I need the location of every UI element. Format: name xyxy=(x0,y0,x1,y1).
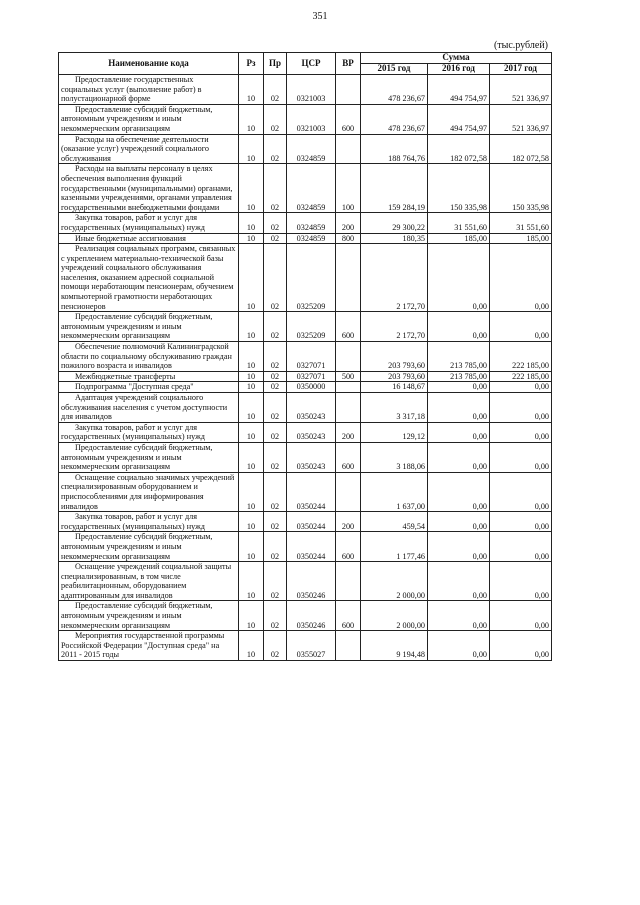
row-value-2015: 478 236,67 xyxy=(361,75,428,105)
row-pr: 02 xyxy=(264,371,287,382)
row-vr xyxy=(336,75,361,105)
row-csr: 0321003 xyxy=(287,104,336,134)
row-vr: 500 xyxy=(336,371,361,382)
row-value-2015: 1 637,00 xyxy=(361,472,428,511)
table-row xyxy=(59,631,552,661)
row-name: Обеспечение полномочий Калининградской области по социальному обслуживанию граждан пожилого возраста и инвалидов xyxy=(59,342,239,372)
row-vr: 600 xyxy=(336,601,361,631)
row-pr: 02 xyxy=(264,631,287,661)
row-value-2015: 29 300,22 xyxy=(361,213,428,233)
table-row xyxy=(59,442,552,472)
row-value-2017: 0,00 xyxy=(490,532,552,562)
header-csr: ЦСР xyxy=(287,53,336,75)
row-pr: 02 xyxy=(264,382,287,393)
row-rz: 10 xyxy=(239,562,264,601)
row-value-2016: 150 335,98 xyxy=(428,164,490,213)
row-vr: 800 xyxy=(336,233,361,244)
row-value-2016: 31 551,60 xyxy=(428,213,490,233)
row-value-2017: 0,00 xyxy=(490,631,552,661)
row-vr xyxy=(336,134,361,164)
row-name: Реализация социальных программ, связанных с укреплением материально-технической базы учреждений социального обслуживания населения, оказанием адресной социальной помощи неработающим пенсионерам, обучением компьютерной грамотности неработающих пенсионеров xyxy=(59,244,239,312)
header-name: Наименование кода xyxy=(59,53,239,75)
row-name: Подпрограмма "Доступная среда" xyxy=(59,382,239,393)
row-csr: 0350000 xyxy=(287,382,336,393)
row-pr: 02 xyxy=(264,75,287,105)
row-vr: 600 xyxy=(336,312,361,342)
row-value-2015: 9 194,48 xyxy=(361,631,428,661)
row-vr xyxy=(336,472,361,511)
row-vr: 600 xyxy=(336,532,361,562)
row-value-2016: 182 072,58 xyxy=(428,134,490,164)
row-value-2017: 0,00 xyxy=(490,472,552,511)
row-csr: 0350246 xyxy=(287,601,336,631)
row-name: Закупка товаров, работ и услуг для государственных (муниципальных) нужд xyxy=(59,213,239,233)
row-rz: 10 xyxy=(239,601,264,631)
row-pr: 02 xyxy=(264,134,287,164)
row-pr: 02 xyxy=(264,601,287,631)
row-vr: 200 xyxy=(336,422,361,442)
row-value-2015: 459,54 xyxy=(361,512,428,532)
row-pr: 02 xyxy=(264,393,287,423)
row-value-2016: 0,00 xyxy=(428,382,490,393)
row-value-2017: 0,00 xyxy=(490,244,552,312)
table-row xyxy=(59,382,552,393)
table-row xyxy=(59,233,552,244)
header-rz: Рз xyxy=(239,53,264,75)
row-csr: 0325209 xyxy=(287,312,336,342)
row-csr: 0324859 xyxy=(287,164,336,213)
row-value-2017: 222 185,00 xyxy=(490,371,552,382)
table-row xyxy=(59,244,552,312)
row-pr: 02 xyxy=(264,312,287,342)
header-year-2015: 2015 год xyxy=(361,64,428,75)
header-pr: Пр xyxy=(264,53,287,75)
row-value-2016: 0,00 xyxy=(428,393,490,423)
row-value-2016: 0,00 xyxy=(428,422,490,442)
row-value-2016: 0,00 xyxy=(428,312,490,342)
row-value-2016: 0,00 xyxy=(428,562,490,601)
row-value-2015: 188 764,76 xyxy=(361,134,428,164)
row-csr: 0327071 xyxy=(287,371,336,382)
budget-table xyxy=(58,52,552,661)
row-name: Предоставление субсидий бюджетным, автономным учреждениям и иным некоммерческим организациям xyxy=(59,104,239,134)
row-csr: 0324859 xyxy=(287,233,336,244)
units-label: (тыс.рублей) xyxy=(493,40,548,51)
row-pr: 02 xyxy=(264,562,287,601)
table-row xyxy=(59,342,552,372)
row-csr: 0350243 xyxy=(287,422,336,442)
row-vr: 600 xyxy=(336,104,361,134)
row-csr: 0324859 xyxy=(287,213,336,233)
row-value-2015: 2 000,00 xyxy=(361,601,428,631)
row-name: Оснащение учреждений социальной защиты специализированным, в том числе реабилитационным, оборудованием адаптированным для инвалидов xyxy=(59,562,239,601)
table-row xyxy=(59,393,552,423)
table-row xyxy=(59,422,552,442)
row-vr xyxy=(336,342,361,372)
row-value-2015: 2 172,70 xyxy=(361,244,428,312)
row-vr: 200 xyxy=(336,512,361,532)
row-vr xyxy=(336,393,361,423)
row-value-2017: 0,00 xyxy=(490,601,552,631)
table-row xyxy=(59,562,552,601)
row-value-2016: 0,00 xyxy=(428,601,490,631)
row-value-2017: 0,00 xyxy=(490,312,552,342)
table-row xyxy=(59,134,552,164)
row-vr: 200 xyxy=(336,213,361,233)
table-row xyxy=(59,371,552,382)
row-rz: 10 xyxy=(239,393,264,423)
table-row xyxy=(59,601,552,631)
row-value-2015: 203 793,60 xyxy=(361,342,428,372)
row-value-2017: 0,00 xyxy=(490,393,552,423)
row-name: Расходы на обеспечение деятельности (оказание услуг) учреждений социального обслуживания xyxy=(59,134,239,164)
row-name: Расходы на выплаты персоналу в целях обеспечения выполнения функций государственными (муниципальными) органами, казенными учреждениями, органами управления государственными внебюджетными фондами xyxy=(59,164,239,213)
row-value-2016: 0,00 xyxy=(428,532,490,562)
row-vr xyxy=(336,382,361,393)
row-csr: 0350244 xyxy=(287,512,336,532)
table-row xyxy=(59,164,552,213)
table-row xyxy=(59,472,552,511)
row-name: Закупка товаров, работ и услуг для государственных (муниципальных) нужд xyxy=(59,512,239,532)
row-pr: 02 xyxy=(264,472,287,511)
row-rz: 10 xyxy=(239,312,264,342)
row-csr: 0350244 xyxy=(287,472,336,511)
header-year-2017: 2017 год xyxy=(490,64,552,75)
row-value-2017: 0,00 xyxy=(490,562,552,601)
table-row xyxy=(59,532,552,562)
row-name: Предоставление государственных социальных услуг (выполнение работ) в полустационарной форме xyxy=(59,75,239,105)
table-row xyxy=(59,75,552,105)
row-value-2015: 1 177,46 xyxy=(361,532,428,562)
row-csr: 0355027 xyxy=(287,631,336,661)
row-value-2015: 3 188,06 xyxy=(361,442,428,472)
row-value-2017: 521 336,97 xyxy=(490,104,552,134)
row-csr: 0350246 xyxy=(287,562,336,601)
row-name: Иные бюджетные ассигнования xyxy=(59,233,239,244)
row-value-2015: 159 284,19 xyxy=(361,164,428,213)
row-value-2016: 185,00 xyxy=(428,233,490,244)
header-year-2016: 2016 год xyxy=(428,64,490,75)
row-value-2016: 213 785,00 xyxy=(428,342,490,372)
row-value-2017: 150 335,98 xyxy=(490,164,552,213)
row-value-2016: 213 785,00 xyxy=(428,371,490,382)
row-vr: 100 xyxy=(336,164,361,213)
row-vr xyxy=(336,631,361,661)
row-csr: 0350244 xyxy=(287,532,336,562)
row-csr: 0350243 xyxy=(287,393,336,423)
row-value-2015: 129,12 xyxy=(361,422,428,442)
row-value-2016: 0,00 xyxy=(428,442,490,472)
row-value-2015: 16 148,67 xyxy=(361,382,428,393)
row-name: Закупка товаров, работ и услуг для государственных (муниципальных) нужд xyxy=(59,422,239,442)
row-rz: 10 xyxy=(239,371,264,382)
table-row xyxy=(59,512,552,532)
row-rz: 10 xyxy=(239,213,264,233)
table-row xyxy=(59,312,552,342)
row-value-2017: 0,00 xyxy=(490,442,552,472)
row-csr: 0324859 xyxy=(287,134,336,164)
row-rz: 10 xyxy=(239,342,264,372)
row-csr: 0325209 xyxy=(287,244,336,312)
header-vr: ВР xyxy=(336,53,361,75)
row-csr: 0321003 xyxy=(287,75,336,105)
row-rz: 10 xyxy=(239,382,264,393)
table-row xyxy=(59,104,552,134)
row-pr: 02 xyxy=(264,213,287,233)
row-rz: 10 xyxy=(239,472,264,511)
row-rz: 10 xyxy=(239,75,264,105)
row-value-2016: 0,00 xyxy=(428,472,490,511)
page-number: 351 xyxy=(312,11,328,22)
row-value-2015: 2 000,00 xyxy=(361,562,428,601)
row-name: Межбюджетные трансферты xyxy=(59,371,239,382)
row-csr: 0350243 xyxy=(287,442,336,472)
header-sum: Сумма xyxy=(361,53,552,64)
row-pr: 02 xyxy=(264,104,287,134)
row-pr: 02 xyxy=(264,342,287,372)
row-pr: 02 xyxy=(264,532,287,562)
row-name: Предоставление субсидий бюджетным, автономным учреждениям и иным некоммерческим организациям xyxy=(59,601,239,631)
row-rz: 10 xyxy=(239,233,264,244)
row-value-2017: 0,00 xyxy=(490,512,552,532)
table-row xyxy=(59,213,552,233)
row-pr: 02 xyxy=(264,233,287,244)
table-body xyxy=(59,75,552,661)
row-vr xyxy=(336,562,361,601)
row-rz: 10 xyxy=(239,442,264,472)
row-value-2017: 182 072,58 xyxy=(490,134,552,164)
row-pr: 02 xyxy=(264,512,287,532)
row-rz: 10 xyxy=(239,134,264,164)
row-value-2015: 180,35 xyxy=(361,233,428,244)
row-rz: 10 xyxy=(239,244,264,312)
row-value-2017: 31 551,60 xyxy=(490,213,552,233)
row-vr: 600 xyxy=(336,442,361,472)
row-value-2017: 521 336,97 xyxy=(490,75,552,105)
row-value-2016: 0,00 xyxy=(428,631,490,661)
row-value-2015: 203 793,60 xyxy=(361,371,428,382)
row-name: Предоставление субсидий бюджетным, автономным учреждениям и иным некоммерческим организациям xyxy=(59,312,239,342)
row-value-2017: 0,00 xyxy=(490,422,552,442)
row-rz: 10 xyxy=(239,104,264,134)
row-rz: 10 xyxy=(239,631,264,661)
row-csr: 0327071 xyxy=(287,342,336,372)
row-rz: 10 xyxy=(239,164,264,213)
row-name: Оснащение социально значимых учреждений специализированным оборудованием и приспособлениями для информирования инвалидов xyxy=(59,472,239,511)
row-rz: 10 xyxy=(239,422,264,442)
row-value-2015: 3 317,18 xyxy=(361,393,428,423)
row-name: Мероприятия государственной программы Российской Федерации "Доступная среда" на 2011 - 2015 годы xyxy=(59,631,239,661)
row-pr: 02 xyxy=(264,422,287,442)
row-value-2016: 0,00 xyxy=(428,512,490,532)
row-pr: 02 xyxy=(264,442,287,472)
row-value-2016: 0,00 xyxy=(428,244,490,312)
row-rz: 10 xyxy=(239,512,264,532)
row-rz: 10 xyxy=(239,532,264,562)
row-value-2015: 478 236,67 xyxy=(361,104,428,134)
row-value-2016: 494 754,97 xyxy=(428,104,490,134)
row-value-2017: 185,00 xyxy=(490,233,552,244)
row-name: Предоставление субсидий бюджетным, автономным учреждениям и иным некоммерческим организациям xyxy=(59,532,239,562)
row-value-2017: 0,00 xyxy=(490,382,552,393)
row-value-2016: 494 754,97 xyxy=(428,75,490,105)
row-value-2015: 2 172,70 xyxy=(361,312,428,342)
row-name: Адаптация учреждений социального обслуживания населения с учетом доступности для инвалидов xyxy=(59,393,239,423)
row-vr xyxy=(336,244,361,312)
row-name: Предоставление субсидий бюджетным, автономным учреждениям и иным некоммерческим организациям xyxy=(59,442,239,472)
row-value-2017: 222 185,00 xyxy=(490,342,552,372)
row-pr: 02 xyxy=(264,164,287,213)
row-pr: 02 xyxy=(264,244,287,312)
